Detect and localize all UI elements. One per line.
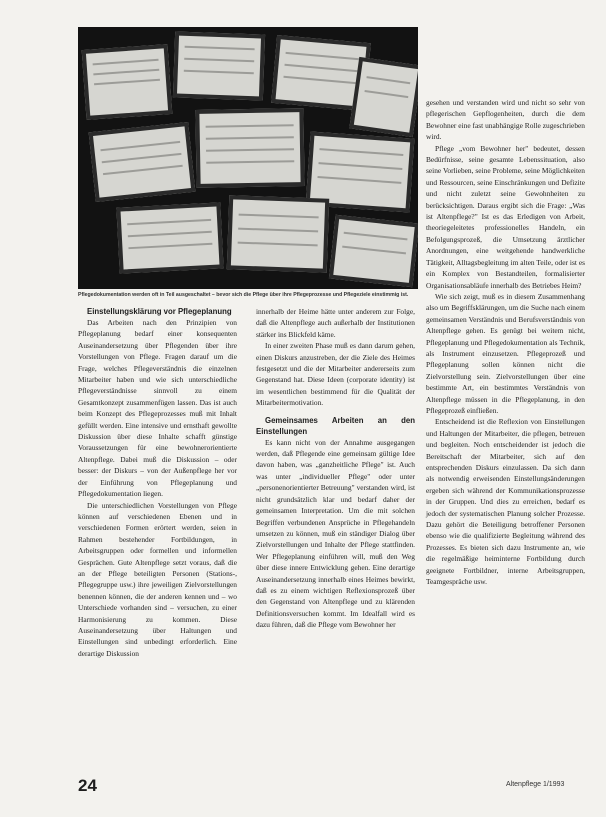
section-heading: Einstellungsklärung vor Pflegeplanung	[87, 307, 232, 316]
text-column-2	[256, 306, 415, 631]
paragraph: Pflege „vom Bewohner her" bedeutet, dessen Bedürfnisse, seine gesamte Lebenssituation, also seine Vorlieben, seine Probleme, seine Möglichkeiten und Ressourcen, seine Einschränkungen und Defizite und nicht zuletzt seine Gewohnheiten zu berücksichtigen. Daraus ergibt sich die Frage: „Was ist Altenpflege?" Ist es das Erledigen von Arbeit, theoriegeleitetes professionelles Handeln, ein Befolgungsprozeß, die Umsetzung ärztlicher Anordnungen, eine weitgehende handwerkliche Tätigkeit, Alltagsbegleitung im alten Teile, oder ist es ein Komplex von Bestandteilen, formalisierter Organisationsabläufe innerhalb des Betriebes Heim?	[426, 143, 585, 290]
screen-image	[227, 195, 330, 272]
text-column-1	[78, 306, 237, 659]
paragraph: gesehen und verstanden wird und nicht so sehr von pflegerischen Gepflogenheiten, durch die dem Bewohner eine fast unabhängige Rolle zugeschrieben wird.	[426, 98, 585, 142]
photo-caption: Pflegedokumentation werden oft in Teil ausgeschaltet – bevor sich die Pflege über ihre Pflegeprozesse und Pflegeziele einstimmig ist.	[78, 292, 409, 298]
screen-image	[195, 108, 304, 188]
screen-image	[329, 215, 418, 287]
paragraph: Das Arbeiten nach den Prinzipien von Pflegeplanung bedarf einer konsequenten Auseinandersetzung über Pflegenden über ihre Vorstellungen von Pflege. Fragen darauf um die Frage, welches Pflegeverständnis die einzelnen Mitarbeiter haben und wie sich unterschiedliche Pflegeverständnisse sinnvoll zu einem Gesamtkonzept zusammenfügen lassen. Das ist auch beim Konzept des Pflegeprozesses muß mit Inhalt gefüllt werden. Eine intensive und ernsthaft gewollte Diskussion über diese Inhalte schafft günstige Voraussetzungen für eine bewohnerorientierte Altenpflege. Dabei muß die Diskussion – oder besser: der Diskurs – von der Außenpflege her vor der Einführung von Pflegeplanung und Pflegedokumentation liegen.	[78, 318, 237, 499]
screen-image	[89, 122, 196, 202]
paragraph: Wie sich zeigt, muß es in diesem Zusammenhang also um Begriffsklärungen, um die Suche nach einem gemeinsamen Verständnis und Berufsverständnis von Altenpflege gehen. Es genügt bei weitem nicht, Pflegeplanung und Pflegedokumentation als Technik, als Instrument einzusetzen. Pflegeprozeß und Pflegeplanung sollen können nicht die Zielvorstellung sein. Zielvorstellungen über eine bestimmte Art, ein bestimmtes Verständnis von Altenpflege müssen in die Pflegeplanung, in den Pflegeprozeß einfließen.	[426, 291, 585, 415]
paragraph: Die unterschiedlichen Vorstellungen von Pflege können auf verschiedenen Ebenen und in verschiedenen Formen erörtert werden, seien in Rahmen bestehender Fortbildungen, in Arbeitsgruppen oder formellen und informellen Gesprächen. Gute Altenpflege setzt voraus, daß die an der Pflege beteiligten Personen (Stations-, Pflegegruppe usw.) ihre jeweiligen Zielvorstellungen benennen können, die der anderen kennen und – wo Unterschiede vorhanden sind – versuchen, zu einer Harmonisierung zu kommen. Diese Auseinandersetzung über Haltungen und Einstellungen sind unbedingt erforderlich. Eine derartige Diskussion	[78, 500, 237, 658]
screen-image	[116, 202, 223, 273]
section-heading: Gemeinsames Arbeiten an den Einstellungen	[256, 415, 415, 436]
journal-issue: Altenpflege 1/1993	[506, 781, 565, 788]
screen-image	[173, 31, 265, 100]
text-column-3	[426, 97, 585, 587]
page-number: 24	[78, 776, 97, 795]
screen-image	[82, 44, 173, 120]
photo-computer-screens	[78, 27, 418, 289]
paragraph: innerhalb der Heime hätte unter anderem zur Folge, daß die Altenpflege auch außerhalb der Institutionen stärker ins Blickfeld käme.	[256, 307, 415, 339]
paragraph: Es kann nicht von der Annahme ausgegangen werden, daß Pflegende eine gemeinsam gültige Idee davon haben, was „ganzheitliche Pflege" ist. Auch was unter „individueller Pflege" oder unter „personenorientierter Betreuung" verstanden wird, ist nicht grundsätzlich klar und bedarf daher der gemeinsamen Interpretation. Um die mit solchen Begriffen verbundenen Ansprüche in Pflegehandeln umsetzen zu können, muß ein ständiger Dialog über Zielvorstellungen und Inhalte der Pflege stattfinden. Wer Pflegeplanung einführen will, muß den Weg über diese innere Entwicklung gehen. Eine derartige Auseinandersetzung innerhalb eines Heimes bewirkt, daß es zu einem wichtigen Reflexionsprozeß über den Gegenstand von Altenpflege und zu klärenden Definitionsversuchen kommt. Im Idealfall wird es dazu führen, daß die Pflege vom Bewohner her	[256, 437, 415, 630]
paragraph: In einer zweiten Phase muß es dann darum gehen, einen Diskurs anzustreben, der die Ziele des Heimes festgesetzt und die der Mitarbeiter andererseits zum Gegenstand hat. Diese Ideen (corporate identity) ist im wesentlichen bestimmend für die Qualität der Mitarbeitermotivation.	[256, 341, 415, 408]
paragraph: Entscheidend ist die Reflexion von Einstellungen und Haltungen der Mitarbeiter, die pflegen, betreuen und begleiten. Noch entscheidender ist jedoch die Bereitschaft der Mitarbeiter, sich auf den entsprechenden Diskurs einzulassen. Da sich dann als notwendig erweisenden Einstellungsänderungen ergeben sich während der Kommunikationsprozesse in der Gruppen. Und dies zu erreichen, bedarf es jedoch der systematischen Planung solcher Prozesse. Dazu gehört die Beteiligung betroffener Personen ebenso wie die qualifizierte Begleitung während des Prozesses. Es bieten sich dazu Instrumente an, wie die regelmäßige heiminterne Fortbildung durch geeignete Fortbildner, interne Arbeitsgruppen, Teamgespräche usw.	[426, 417, 585, 587]
screen-image	[349, 57, 418, 137]
